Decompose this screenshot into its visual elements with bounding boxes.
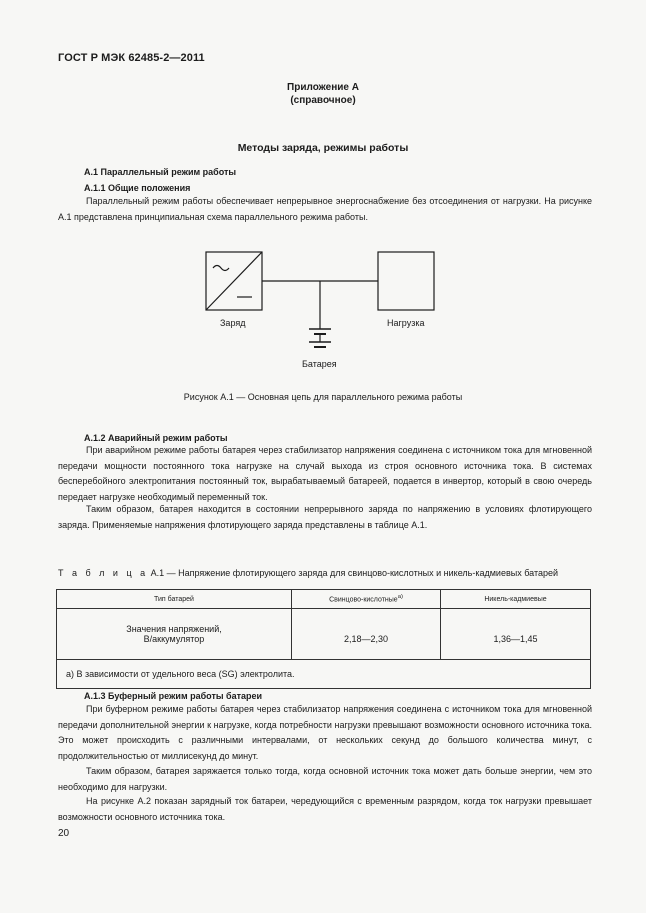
page-number: 20 xyxy=(58,828,70,839)
paragraph-a13-1: При буферном режиме работы батарея через стабилизатор напряжения соединена с источником тока для мгновенной передачи дополнительной энергии к нагрузке, когда потребности нагрузки превышают возможности основного источника тока. Это может происходить с различными интервалами, от нескольких секунд до большого количества минут, с продолжительностью от миллисекунд до минут. xyxy=(58,704,592,761)
table-header-lead-text: Свинцово-кислотные xyxy=(329,596,398,604)
table-caption-prefix: Т а б л и ц а xyxy=(58,568,149,578)
row-label-line1: Значения напряжений, xyxy=(126,624,222,634)
paragraph-a13-2: Таким образом, батарея заряжается только тогда, когда основной источник тока может дать больше энергии, чем это необходимо для нагрузки. xyxy=(58,766,592,792)
load-box xyxy=(378,252,434,310)
heading-a1: А.1 Параллельный режим работы xyxy=(84,167,237,177)
table-caption xyxy=(58,568,558,578)
table-cell-lead: 2,18—2,30 xyxy=(292,609,441,660)
paragraph-a12-1: При аварийном режиме работы батарея через стабилизатор напряжения соединена с источником тока для мгновенной передачи мощности постоянного тока нагрузке на случай выхода из строя основного источника тока. В системах бесперебойного электропитания постоянный ток, вырабатываемый батареей, подается в инвертор, который в свою очередь передает нагрузке необходимый переменный ток. xyxy=(58,445,592,502)
heading-a12: А.1.2 Аварийный режим работы xyxy=(84,433,228,443)
charger-diagonal xyxy=(206,252,262,310)
appendix-subtitle: (справочное) xyxy=(290,95,356,106)
table-note: а) В зависимости от удельного веса (SG) электролита. xyxy=(57,660,591,689)
paragraph-a11: Параллельный режим работы обеспечивает непрерывное энергоснабжение без отсоединения от нагрузки. На рисунке А.1 представлена принципиальная схема параллельного режима работы. xyxy=(58,196,592,222)
section-title: Методы заряда, режимы работы xyxy=(237,142,409,154)
table-header-type: Тип батарей xyxy=(57,590,292,609)
figure-caption: Рисунок А.1 — Основная цепь для параллельного режима работы xyxy=(183,392,463,402)
document-header: ГОСТ Р МЭК 62485-2—2011 xyxy=(58,52,205,64)
heading-a13: А.1.3 Буферный режим работы батареи xyxy=(84,691,263,701)
voltage-table xyxy=(56,589,591,689)
table-header-nicd: Никель-кадмиевые xyxy=(441,590,591,609)
paragraph-a12-2: Таким образом, батарея находится в состоянии непрерывного заряда по напряжению в условиях флотирующего заряда. Применяемые напряжения флотирующего заряда представлены в таблице А.1. xyxy=(58,504,592,530)
table-row-label xyxy=(57,609,292,660)
heading-a11: А.1.1 Общие положения xyxy=(84,183,191,193)
table-header-sup: а) xyxy=(397,594,403,601)
table-caption-text: А.1 — Напряжение флотирующего заряда для свинцово-кислотных и никель-кадмиевых батарей xyxy=(148,568,559,578)
appendix-title: Приложение А xyxy=(287,82,359,93)
circuit-diagram xyxy=(0,0,646,400)
table-header-lead xyxy=(292,590,441,609)
row-label-line2: В/аккумулятор xyxy=(143,634,205,644)
table-cell-nicd: 1,36—1,45 xyxy=(441,609,591,660)
paragraph-a13-3: На рисунке А.2 показан зарядный ток батареи, чередующийся с временным разрядом, когда ток нагрузки превышает возможности основного источника тока. xyxy=(58,796,592,822)
ac-symbol xyxy=(213,266,229,271)
label-load: Нагрузка xyxy=(387,318,425,328)
label-battery: Батарея xyxy=(302,359,337,369)
label-charger: Заряд xyxy=(220,318,246,328)
